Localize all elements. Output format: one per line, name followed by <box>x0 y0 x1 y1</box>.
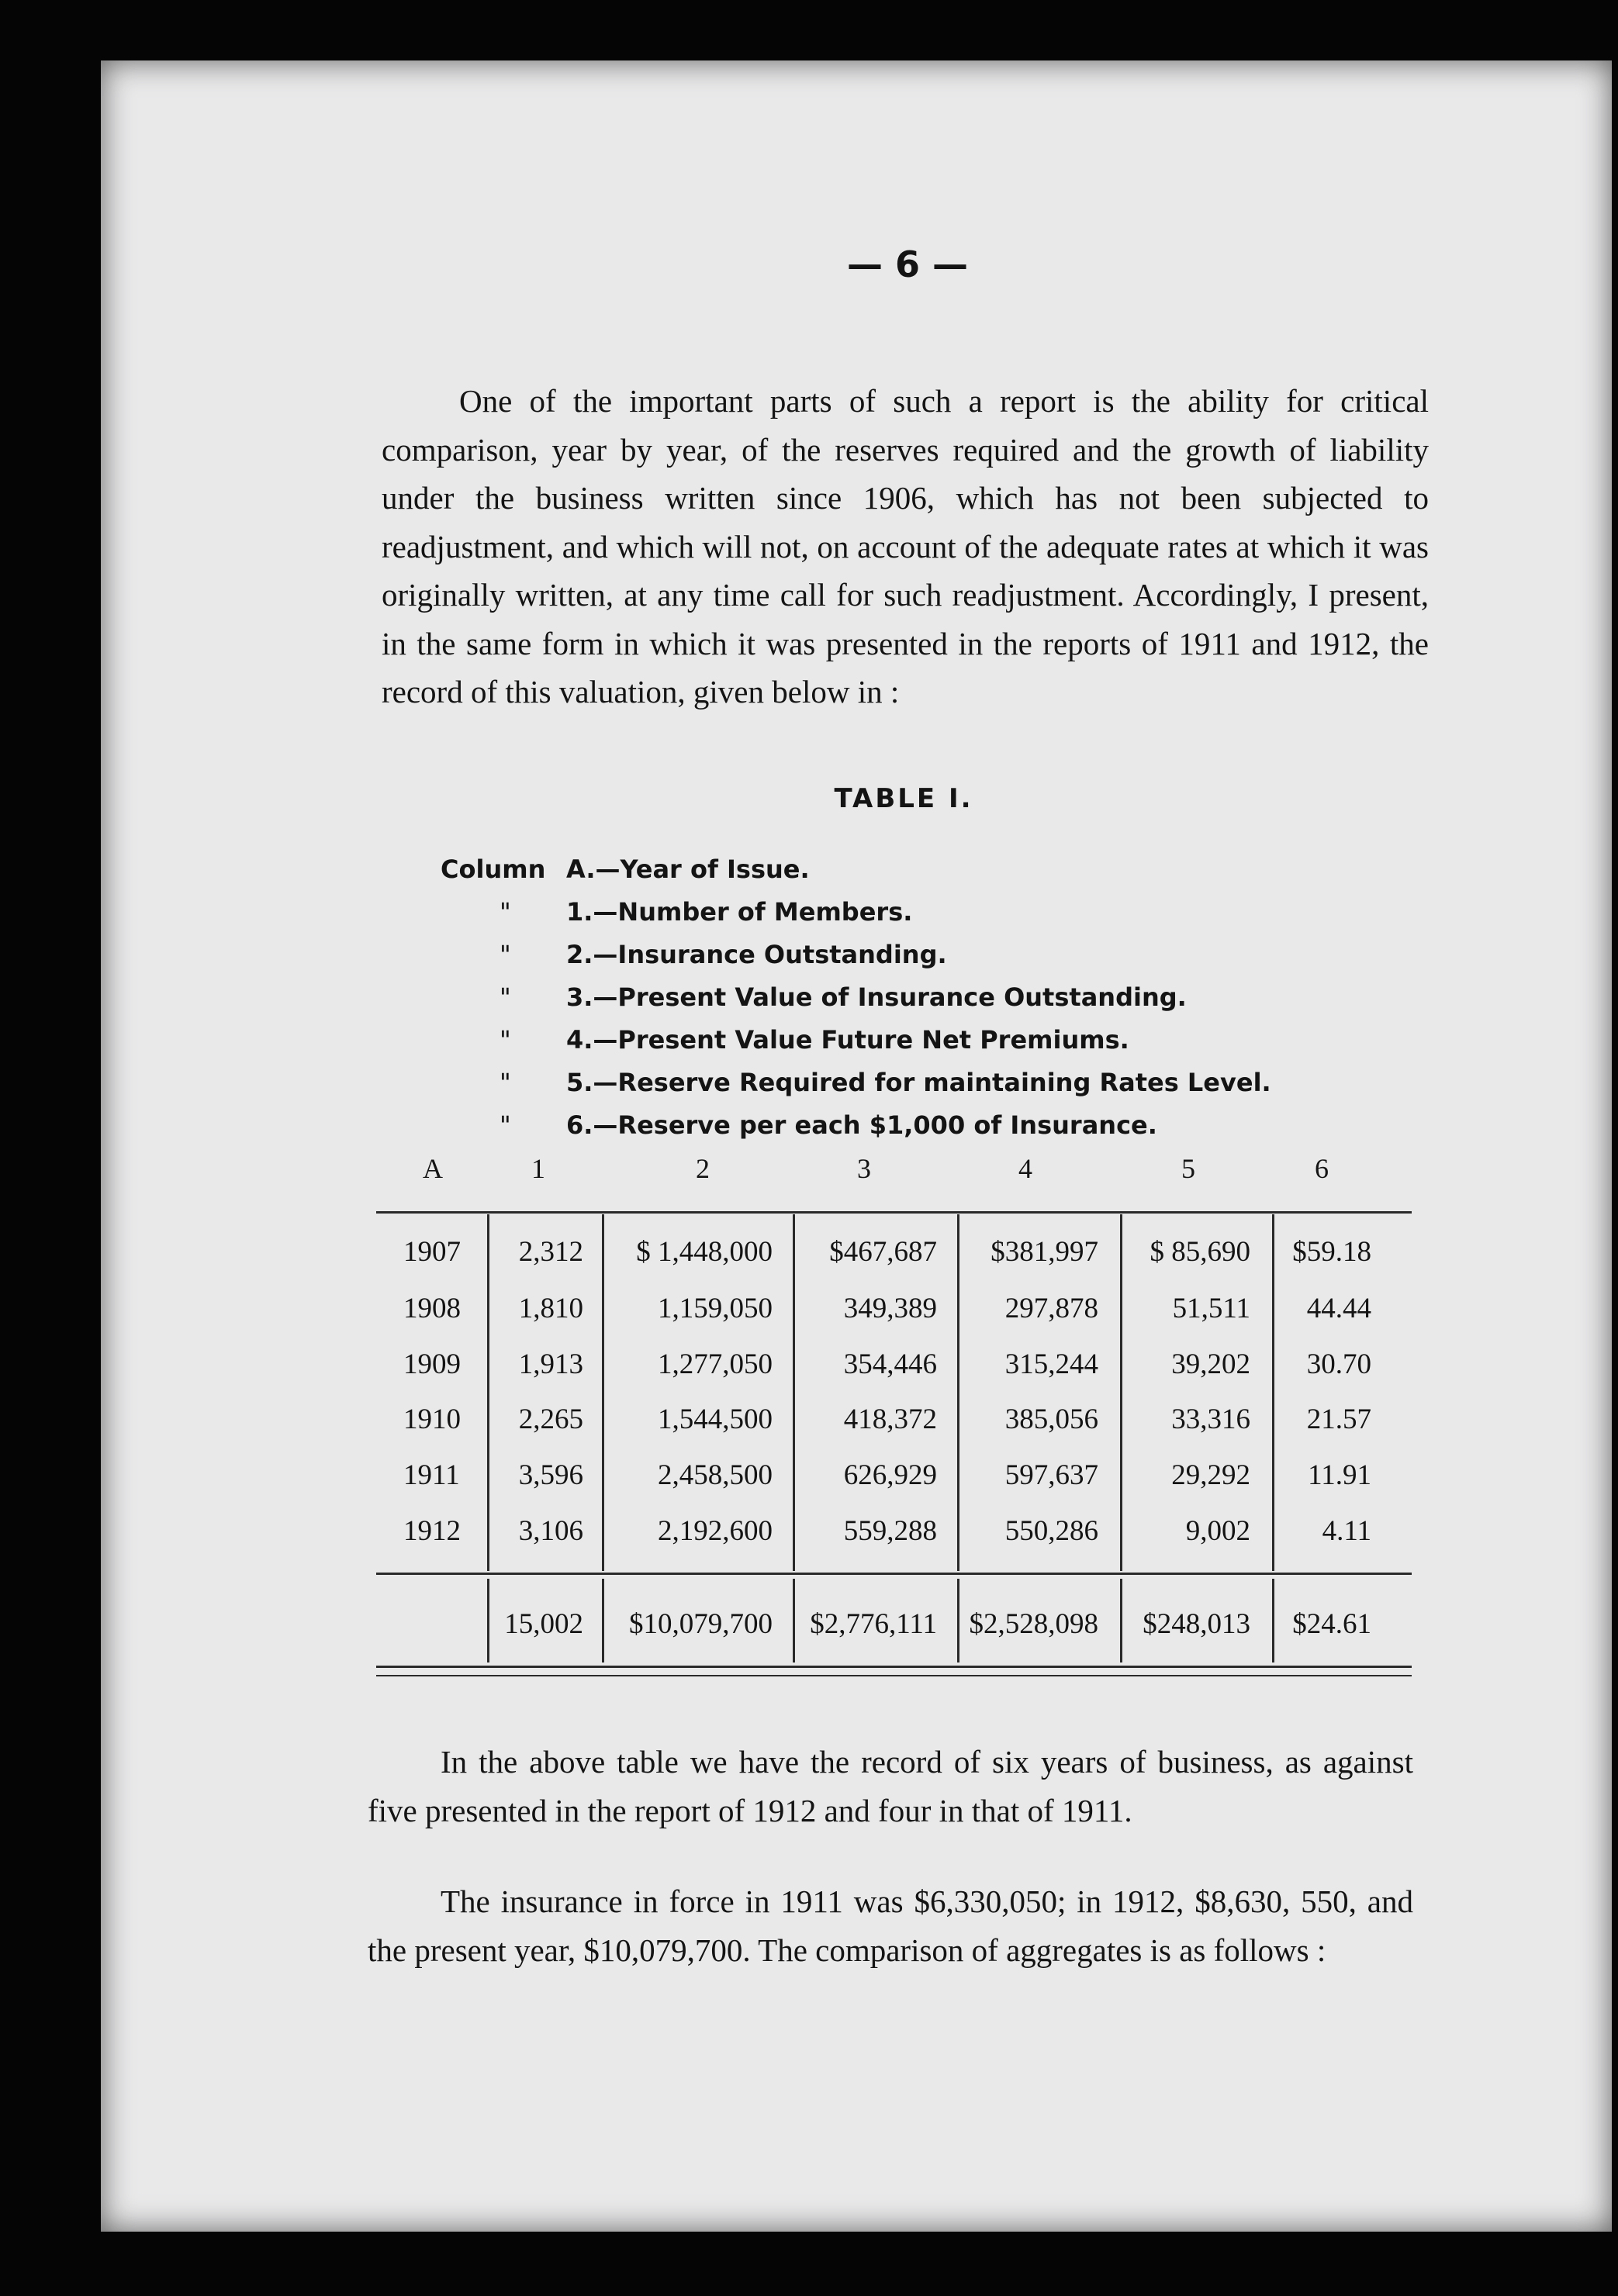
table-cell: 9,002 <box>1185 1515 1250 1547</box>
ditto-mark: " <box>500 940 511 969</box>
legend-item <box>441 976 1271 1019</box>
legend-text: 1.—Number of Members. <box>566 897 913 927</box>
ditto-mark: " <box>500 1110 511 1140</box>
table-cell-year: 1908 <box>403 1293 461 1324</box>
table-cell: 1,544,500 <box>658 1403 773 1435</box>
column-legend <box>441 848 1271 1147</box>
ditto-mark: " <box>500 897 511 927</box>
table-cell: $59.18 <box>1292 1236 1371 1268</box>
table-cell: 1,810 <box>518 1293 583 1324</box>
table-bottom-rule-double <box>376 1675 1412 1676</box>
legend-item <box>441 1104 1271 1147</box>
table-cell: 29,292 <box>1171 1459 1250 1491</box>
table-cell: 2,312 <box>518 1236 583 1268</box>
column-header: 3 <box>857 1153 871 1184</box>
column-header: A <box>423 1153 443 1184</box>
ditto-mark: " <box>500 1068 511 1097</box>
table-cell: 30.70 <box>1306 1348 1371 1380</box>
column-divider <box>487 1579 489 1662</box>
summary-paragraph: In the above table we have the record of six years of business, as against five presented in the report of 1912 and four in that of 1911. <box>368 1744 1413 1828</box>
table-cell: $467,687 <box>829 1236 937 1268</box>
column-divider <box>602 1214 604 1571</box>
table-cell: 597,637 <box>1004 1459 1098 1491</box>
legend-text: 5.—Reserve Required for maintaining Rates Level. <box>566 1068 1271 1097</box>
table-total-cell: $248,013 <box>1143 1608 1250 1640</box>
column-divider <box>793 1214 795 1571</box>
legend-text: 3.—Present Value of Insurance Outstanding. <box>566 982 1187 1012</box>
table-cell: 39,202 <box>1171 1348 1250 1380</box>
table-cell: $ 1,448,000 <box>636 1236 773 1268</box>
table-cell: 21.57 <box>1306 1403 1371 1435</box>
table-cell: 418,372 <box>843 1403 937 1435</box>
table-cell: 51,511 <box>1172 1293 1250 1324</box>
table-cell: 2,458,500 <box>658 1459 773 1491</box>
ditto-mark: " <box>500 982 511 1012</box>
table-cell: $381,997 <box>991 1236 1098 1268</box>
column-divider <box>957 1214 959 1571</box>
table-cell: 559,288 <box>843 1515 937 1547</box>
legend-text: A.—Year of Issue. <box>566 855 810 884</box>
legend-item <box>441 1019 1271 1062</box>
table-cell: 3,106 <box>518 1515 583 1547</box>
column-divider <box>1272 1214 1274 1571</box>
comparison-paragraph: The insurance in force in 1911 was $6,330,050; in 1912, $8,630, 550, and the present year, $10,079,700. The comparison of aggregates is as follows : <box>368 1883 1413 1968</box>
table-cell: 2,192,600 <box>658 1515 773 1547</box>
table-bottom-rule <box>376 1666 1412 1668</box>
page-number: — 6 — <box>846 243 969 285</box>
table-cell: 550,286 <box>1004 1515 1098 1547</box>
table-cell: 1,913 <box>518 1348 583 1380</box>
legend-column-label: Column <box>441 855 546 884</box>
table-title: TABLE I. <box>834 783 973 814</box>
table-cell: $ 85,690 <box>1150 1236 1250 1268</box>
legend-text: 2.—Insurance Outstanding. <box>566 940 947 969</box>
legend-item <box>441 1062 1271 1104</box>
table-cell: 1,159,050 <box>658 1293 773 1324</box>
column-header: 6 <box>1315 1153 1329 1184</box>
column-divider <box>957 1579 959 1662</box>
table-mid-rule <box>376 1573 1412 1575</box>
legend-item <box>441 934 1271 976</box>
table-total-cell: $10,079,700 <box>629 1608 773 1640</box>
column-divider <box>1120 1579 1122 1662</box>
table-cell: 4.11 <box>1322 1515 1371 1547</box>
legend-text: 4.—Present Value Future Net Premiums. <box>566 1025 1129 1055</box>
table-cell: 385,056 <box>1004 1403 1098 1435</box>
table-cell-year: 1911 <box>403 1459 460 1491</box>
table-top-rule <box>376 1211 1412 1214</box>
table-cell: 11.91 <box>1308 1459 1371 1491</box>
column-header: 2 <box>696 1153 710 1184</box>
legend-text: 6.—Reserve per each $1,000 of Insurance. <box>566 1110 1157 1140</box>
column-divider <box>793 1579 795 1662</box>
column-header: 4 <box>1018 1153 1032 1184</box>
column-divider <box>602 1579 604 1662</box>
column-header: 5 <box>1181 1153 1195 1184</box>
table-cell: 354,446 <box>843 1348 937 1380</box>
table-cell: 1,277,050 <box>658 1348 773 1380</box>
table-cell: 33,316 <box>1171 1403 1250 1435</box>
column-divider <box>1120 1214 1122 1571</box>
table-cell: 315,244 <box>1004 1348 1098 1380</box>
table-total-cell: $2,776,111 <box>810 1608 937 1640</box>
table-cell-year: 1907 <box>403 1236 461 1268</box>
column-header: 1 <box>531 1153 545 1184</box>
intro-paragraph: One of the important parts of such a report is the ability for critical comparison, year by year, of the reserves required and the growth of liability under the business written since 1906, which has not been subjected to readjustment, and which will not, on account of the adequate rates at which it was originally written, at any time call for such readjustment. Accordingly, I present, in the same form in which it was presented in the reports of 1911 and 1912, the record of this valuation, given below in : <box>382 383 1429 710</box>
table-cell-year: 1910 <box>403 1403 461 1435</box>
table-cell: 349,389 <box>843 1293 937 1324</box>
table-cell: 3,596 <box>518 1459 583 1491</box>
legend-item <box>441 891 1271 934</box>
ditto-mark: " <box>500 1025 511 1055</box>
table-cell-year: 1912 <box>403 1515 461 1547</box>
column-divider <box>487 1214 489 1571</box>
table-total-cell: 15,002 <box>504 1608 583 1640</box>
legend-item <box>441 848 1271 891</box>
table-total-cell: $24.61 <box>1292 1608 1371 1640</box>
column-divider <box>1272 1579 1274 1662</box>
table-cell: 297,878 <box>1004 1293 1098 1324</box>
table-cell-year: 1909 <box>403 1348 461 1380</box>
table-cell: 626,929 <box>843 1459 937 1491</box>
table-cell: 2,265 <box>518 1403 583 1435</box>
table-total-cell: $2,528,098 <box>969 1608 1098 1640</box>
table-cell: 44.44 <box>1306 1293 1371 1324</box>
